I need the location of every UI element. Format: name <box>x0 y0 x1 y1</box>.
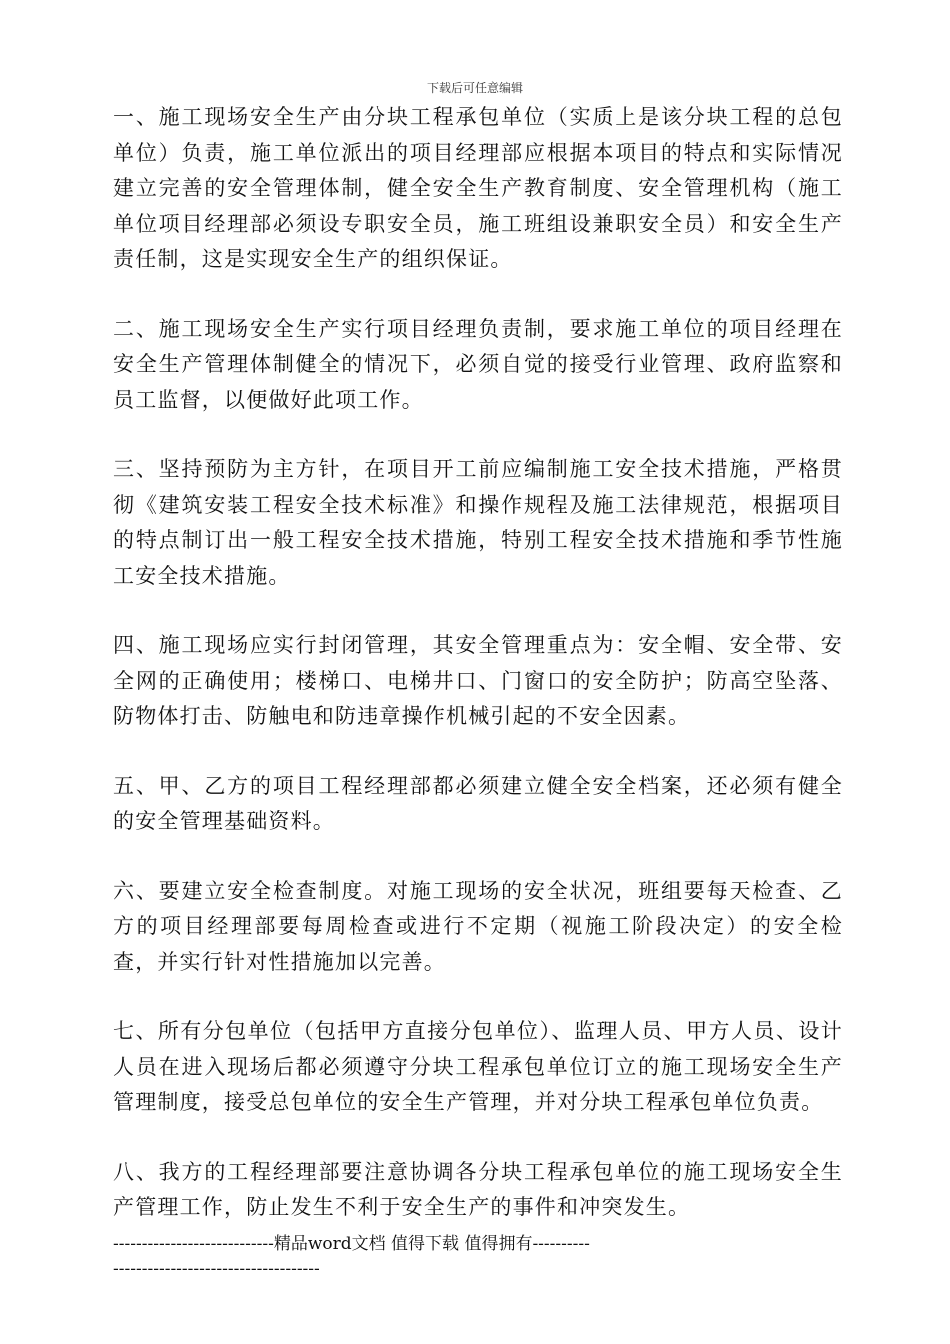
paragraph-2: 二、施工现场安全生产实行项目经理负责制，要求施工单位的项目经理在安全生产管理体制健全的情况下，必须自觉的接受行业管理、政府监察和员工监督，以便做好此项工作。 <box>113 316 843 412</box>
paragraph-5: 五、甲、乙方的项目工程经理部都必须建立健全安全档案，还必须有健全的安全管理基础资料。 <box>113 773 843 833</box>
page-footer: ----------------------------精品word文档 值得下载 值得拥有---------------------------------------------- <box>113 1234 590 1279</box>
paragraph-4: 四、施工现场应实行封闭管理，其安全管理重点为：安全帽、安全带、安全网的正确使用；楼梯口、电梯井口、门窗口的安全防护；防高空坠落、防物体打击、防触电和防违章操作机械引起的不安全因素。 <box>113 633 843 728</box>
paragraph-1: 一、施工现场安全生产由分块工程承包单位（实质上是该分块工程的总包单位）负责，施工单位派出的项目经理部应根据本项目的特点和实际情况建立完善的安全管理体制，健全安全生产教育制度、安全管理机构（施工单位项目经理部必须设专职安全员，施工班组设兼职安全员）和安全生产责任制，这是实现安全生产的组织保证。 <box>113 105 843 271</box>
paragraph-6: 六、要建立安全检查制度。对施工现场的安全状况，班组要每天检查、乙方的项目经理部要每周检查或进行不定期（视施工阶段决定）的安全检查，并实行针对性措施加以完善。 <box>113 878 843 974</box>
document-body <box>113 100 843 1226</box>
paragraph-8: 八、我方的工程经理部要注意协调各分块工程承包单位的施工现场安全生产管理工作，防止发生不利于安全生产的事件和冲突发生。 <box>113 1159 843 1219</box>
page-header: 下载后可任意编辑 <box>426 81 523 95</box>
paragraph-7: 七、所有分包单位（包括甲方直接分包单位）、监理人员、甲方人员、设计人员在进入现场后都必须遵守分块工程承包单位订立的施工现场安全生产管理制度，接受总包单位的安全生产管理，并对分块工程承包单位负责。 <box>113 1019 843 1114</box>
paragraph-3: 三、坚持预防为主方针，在项目开工前应编制施工安全技术措施，严格贯彻《建筑安装工程安全技术标准》和操作规程及施工法律规范，根据项目的特点制订出一般工程安全技术措施，特别工程安全技术措施和季节性施工安全技术措施。 <box>113 457 843 588</box>
